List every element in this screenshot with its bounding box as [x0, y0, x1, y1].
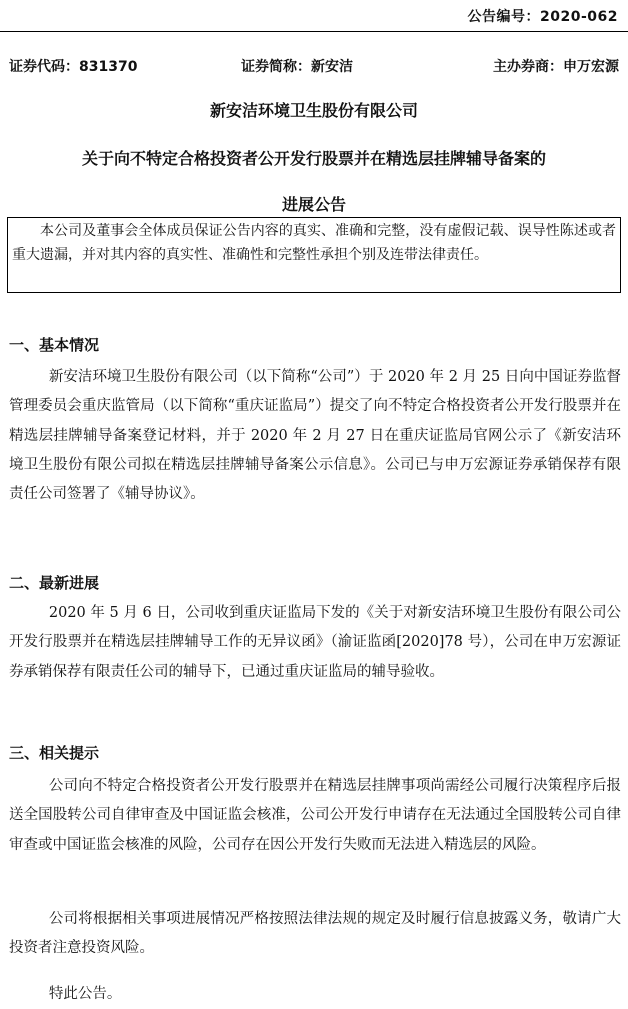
section-related-tips-body-1: 公司向不特定合格投资者公开发行股票并在精选层挂牌事项尚需经公司履行决策程序后报送全国股转公司自律审查及中国证监会核准，公司公开发行申请存在无法通过全国股转公司自律审查或中国证监会核准的风险，公司存在因公开发行失败而无法进入精选层的风险。: [9, 778, 621, 853]
stock-name: 证券简称：新安洁: [241, 59, 353, 75]
section-related-tips-heading: 三、相关提示: [9, 744, 100, 762]
section-basic-info-heading: 一、基本情况: [9, 336, 100, 354]
announcement-title-line1: 关于向不特定合格投资者公开发行股票并在精选层挂牌辅导备案的: [81, 149, 546, 168]
section-latest-progress-body: 2020 年 5 月 6 日，公司收到重庆证监局下发的《关于对新安洁环境卫生股份有限公司公开发行股票并在精选层挂牌辅导工作的无异议函》（渝证监函[2020]78 号），公司在申万宏源证券承销保荐有限责任公司的辅导下，已通过重庆证监局的辅导验收。: [9, 605, 621, 680]
section-basic-info-body: 新安洁环境卫生股份有限公司（以下简称“公司”）于 2020 年 2 月 25 日向中国证券监督管理委员会重庆监管局（以下简称“重庆证监局”）提交了向不特定合格投资者公开发行股票并在精选层挂牌辅导备案登记材料，并于 2020 年 2 月 27 日在重庆证监局官网公示了《新安洁环境卫生股份有限公司拟在精选层挂牌辅导备案公示信息》。公司已与申万宏源证券承销保荐有限责任公司签署了《辅导协议》。: [9, 369, 621, 503]
stock-code: 证券代码：831370: [9, 59, 138, 75]
sponsor-broker: 主办券商：申万宏源: [493, 59, 619, 75]
section-related-tips-body-2: 公司将根据相关事项进展情况严格按照法律法规的规定及时履行信息披露义务，敬请广大投资者注意投资风险。: [9, 911, 621, 957]
section-latest-progress-heading: 二、最新进展: [9, 574, 100, 592]
stock-info-row: [9, 56, 619, 76]
announcement-title-line2: 进展公告: [281, 195, 346, 214]
closing-statement: 特此公告。: [48, 986, 122, 1002]
board-guarantee-notice: 本公司及董事会全体成员保证公告内容的真实、准确和完整，没有虚假记载、误导性陈述或者重大遗漏，并对其内容的真实性、准确性和完整性承担个别及连带法律责任。: [7, 217, 621, 293]
announcement-number: 公告编号：2020-062: [467, 9, 618, 25]
header-divider: [0, 31, 628, 32]
company-title: 新安洁环境卫生股份有限公司: [209, 101, 418, 120]
